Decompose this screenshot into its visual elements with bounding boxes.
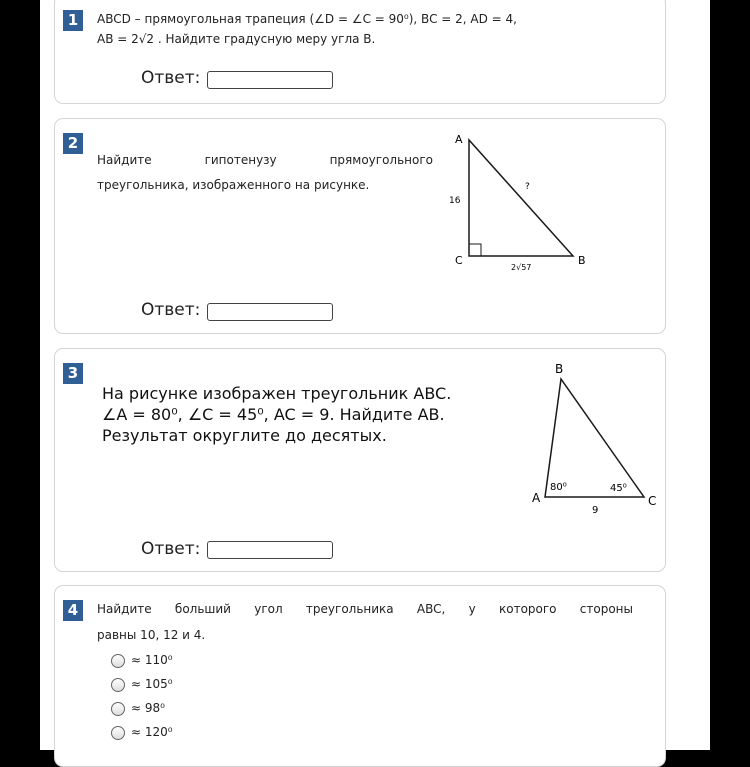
problem-text-line: равны 10, 12 и 4. — [97, 628, 206, 642]
triangle-abc-figure — [510, 357, 660, 517]
option-label: ≈ 98⁰ — [131, 701, 165, 715]
side-label-cb: 2√57 — [511, 263, 532, 272]
option-label: ≈ 110⁰ — [131, 653, 173, 667]
option-label: ≈ 105⁰ — [131, 677, 173, 691]
angle-label-c: 45⁰ — [610, 483, 627, 494]
problem-card-3 — [54, 348, 666, 572]
problem-text-line: ∠A = 80⁰, ∠C = 45⁰, AC = 9. Найдите AB. — [102, 405, 445, 424]
vertex-label-b: B — [555, 362, 564, 376]
answer-label: Ответ: — [141, 300, 201, 320]
side-label-ac: 16 — [449, 196, 461, 206]
radio-button[interactable] — [111, 702, 125, 716]
problem-text-line: AB = 2√2 . Найдите градусную меру угла B. — [97, 32, 376, 46]
problem-text-line: треугольника, изображенного на рисунке. — [97, 178, 370, 192]
answer-option[interactable] — [111, 674, 173, 694]
test-page — [40, 0, 710, 750]
problem-card-1 — [54, 0, 666, 104]
problem-number-badge: 1 — [63, 10, 83, 31]
answer-label: Ответ: — [141, 68, 201, 88]
option-label: ≈ 120⁰ — [131, 725, 173, 739]
answer-input[interactable] — [207, 303, 333, 321]
angle-label-a: 80⁰ — [550, 482, 567, 493]
side-label-ac: 9 — [592, 505, 599, 516]
vertex-label-a: A — [455, 133, 463, 146]
problem-card-4 — [54, 585, 666, 767]
problem-number-badge: 2 — [63, 133, 83, 154]
answer-label: Ответ: — [141, 539, 201, 559]
problem-text-line: Найдите гипотенузу прямоугольного — [97, 153, 433, 167]
triangle-shape — [545, 379, 644, 497]
triangle-shape — [469, 140, 573, 256]
vertex-label-c: C — [648, 494, 657, 508]
side-label-ab: ? — [525, 182, 530, 192]
answer-input[interactable] — [207, 71, 333, 89]
problem-text-line: ABCD – прямоугольная трапеция (∠D = ∠C = 90⁰), BC = 2, AD = 4, — [97, 12, 517, 26]
radio-button[interactable] — [111, 726, 125, 740]
radio-button[interactable] — [111, 678, 125, 692]
problem-card-2 — [54, 118, 666, 334]
vertex-label-c: C — [455, 254, 463, 267]
problem-number-badge: 4 — [63, 600, 83, 621]
problem-text-line: Найдите больший угол треугольника ABC, у которого стороны — [97, 602, 633, 616]
answer-option[interactable] — [111, 698, 165, 718]
problem-number-badge: 3 — [63, 363, 83, 384]
vertex-label-b: B — [578, 254, 586, 267]
right-triangle-figure — [447, 131, 587, 281]
problem-text-line: На рисунке изображен треугольник ABC. — [102, 384, 452, 403]
answer-input[interactable] — [207, 541, 333, 559]
problem-text-line: Результат округлите до десятых. — [102, 426, 387, 445]
answer-option[interactable] — [111, 650, 173, 670]
answer-option[interactable] — [111, 722, 173, 742]
radio-button[interactable] — [111, 654, 125, 668]
vertex-label-a: A — [532, 491, 541, 505]
